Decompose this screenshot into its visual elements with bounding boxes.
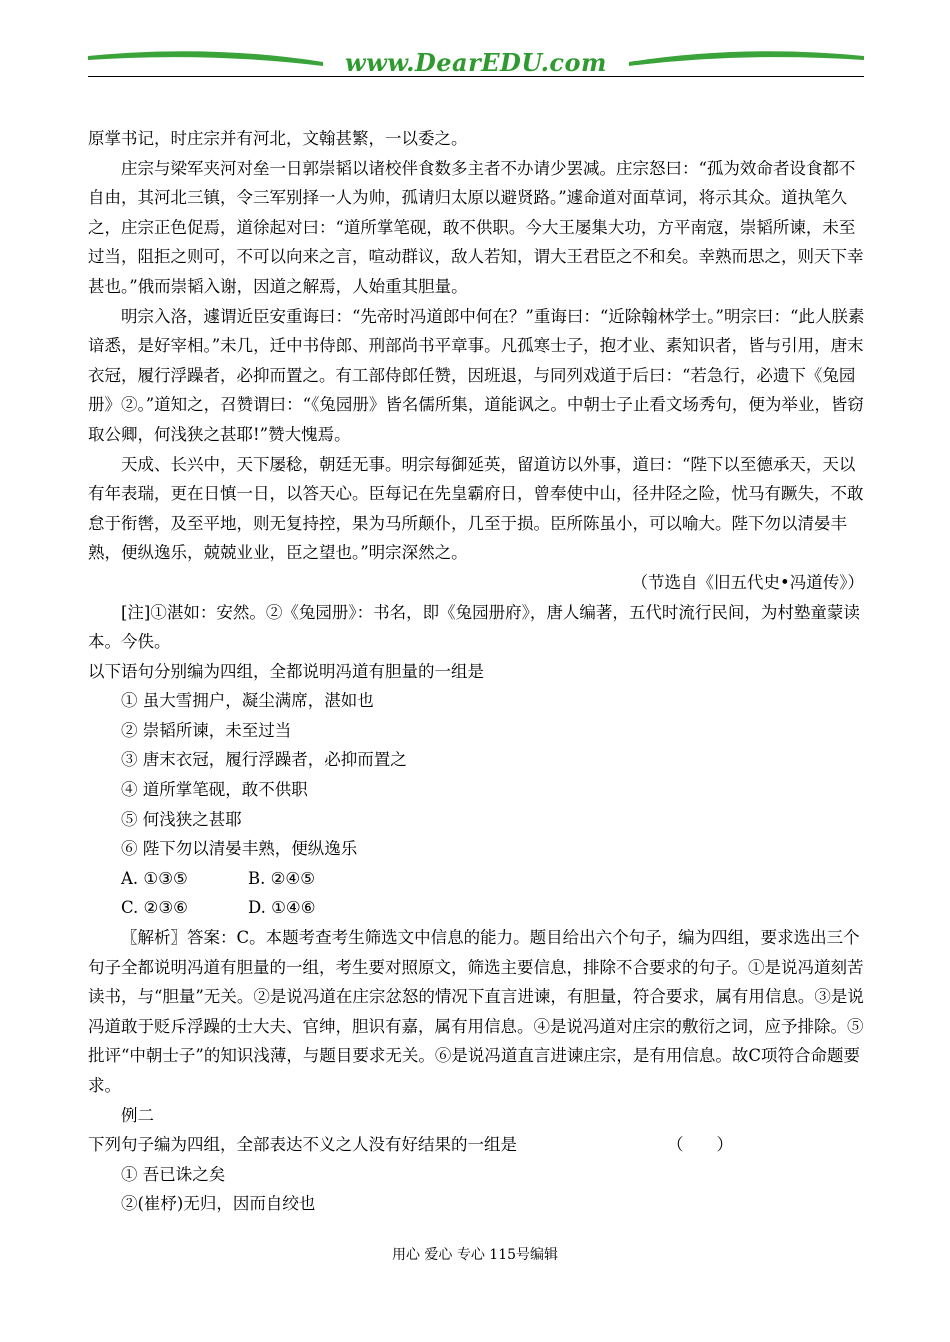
- answer-blank: （ ）: [667, 1135, 733, 1155]
- choice-b: B. ②④⑤: [248, 868, 315, 888]
- question-item: ④ 道所掌笔砚，敢不供职: [121, 780, 308, 800]
- question-item: ③ 唐末衣冠，履行浮躁者，必抑而置之: [121, 750, 407, 770]
- question-item: ② 崇韬所谏，未至过当: [121, 720, 292, 740]
- choice-row: [88, 864, 868, 894]
- header-rule: [88, 76, 864, 77]
- example-item: ②(崔杼)无归，因而自绞也: [121, 1194, 316, 1214]
- choice-row: [88, 893, 868, 923]
- analysis: 〖解析〗答案：C。本题考查考生筛选文中信息的能力。题目给出六个句子，编为四组，要求选出三个句子全都说明冯道有胆量的一组，考生要对照原文，筛选主要信息，排除不合要求的句子。①是说冯道刻苦读书，与“胆量”无关。②是说冯道在庄宗忿怒的情况下直言进谏，有胆量，符合要求，属有用信息。③是说冯道敢于贬斥浮躁的士大夫、官绅，胆识有嘉，属有用信息。④是说冯道对庄宗的敷衍之词，应予排除。⑤批评“中朝士子”的知识浅薄，与题目要求无关。⑥是说冯道直言进谏庄宗，是有用信息。故C项符合命题要求。: [88, 928, 864, 1095]
- example-stem-row: [88, 1130, 868, 1160]
- question-stem: 以下语句分别编为四组，全都说明冯道有胆量的一组是: [88, 661, 484, 681]
- example-item: ① 吾已诛之矣: [121, 1164, 226, 1184]
- choice-d: D. ①④⑥: [248, 898, 316, 918]
- site-header: [88, 40, 864, 80]
- question-item: ⑥ 陛下勿以清晏丰熟，便纵逸乐: [121, 839, 358, 859]
- note: [注]①湛如：安然。②《兔园册》：书名，即《兔园册府》，唐人编著，五代时流行民间，为村塾童蒙读本。今佚。: [88, 602, 860, 652]
- paragraph-1: 原掌书记，时庄宗并有河北，文翰甚繁，一以委之。: [88, 129, 468, 148]
- choice-a: A. ①③⑤: [121, 868, 188, 888]
- main-content: [88, 124, 868, 1219]
- paragraph-3: 明宗入洛，遽谓近臣安重诲曰：“先帝时冯道郎中何在？”重诲曰：“近除翰林学士。”明宗曰：“此人朕素谙悉，是好宰相。”未几，迁中书侍郎、刑部尚书平章事。凡孤寒士子，抱才业、素知识者，皆与引用，唐末衣冠，履行浮躁者，必抑而置之。有工部侍郎任赞，因班退，与同列戏道于后曰：“若急行，必遗下《兔园册》②。”道知之，召赞谓曰：“《兔园册》皆名儒所集，道能讽之。中朝士子止看文场秀句，便为举业，皆窃取公卿，何浅狭之甚耶!”赞大愧焉。: [88, 306, 865, 444]
- question-item: ⑤ 何浅狭之甚耶: [121, 809, 242, 829]
- site-logo[interactable]: www.DearEDU.com: [345, 48, 607, 77]
- question-item: ① 虽大雪拥户，凝尘满席，湛如也: [121, 691, 374, 711]
- paragraph-4: 天成、长兴中，天下屡稔，朝廷无事。明宗每御延英，留道访以外事，道曰：“陛下以至德承天，天以有年表瑞，更在日慎一日，以答天心。臣每记在先皇霸府日，曾奉使中山，径井陉之险，忧马有蹶失，不敢怠于衔辔，及至平地，则无复持控，果为马所颠仆，几至于损。臣所陈虽小，可以喻大。陛下勿以清晏丰熟，便纵逸乐，兢兢业业，臣之望也。”明宗深然之。: [88, 454, 864, 563]
- example-label: 例二: [121, 1105, 154, 1125]
- example-stem: 下列句子编为四组，全部表达不义之人没有好结果的一组是: [88, 1135, 517, 1155]
- page-footer: 用心 爱心 专心 115号编辑: [391, 1247, 559, 1263]
- choice-c: C. ②③⑥: [121, 898, 188, 918]
- source-citation: （节选自《旧五代史•冯道传》）: [631, 572, 864, 592]
- paragraph-2: 庄宗与梁军夹河对垒一日郭崇韬以诸校伴食数多主者不办请少罢减。庄宗怒曰：“孤为效命者设食都不自由，其河北三镇，令三军别择一人为帅，孤请归太原以避贤路。”遽命道对面草词，将示其众。道执笔久之，庄宗正色促焉，道徐起对曰：“道所掌笔砚，敢不供职。今大王屡集大功，方平南寇，崇韬所谏，未至过当，阻拒之则可，不可以向来之言，喧动群议，敌人若知，谓大王君臣之不和矣。幸熟而思之，则天下幸甚也。”俄而崇韬入谢，因道之解焉，人始重其胆量。: [88, 158, 864, 296]
